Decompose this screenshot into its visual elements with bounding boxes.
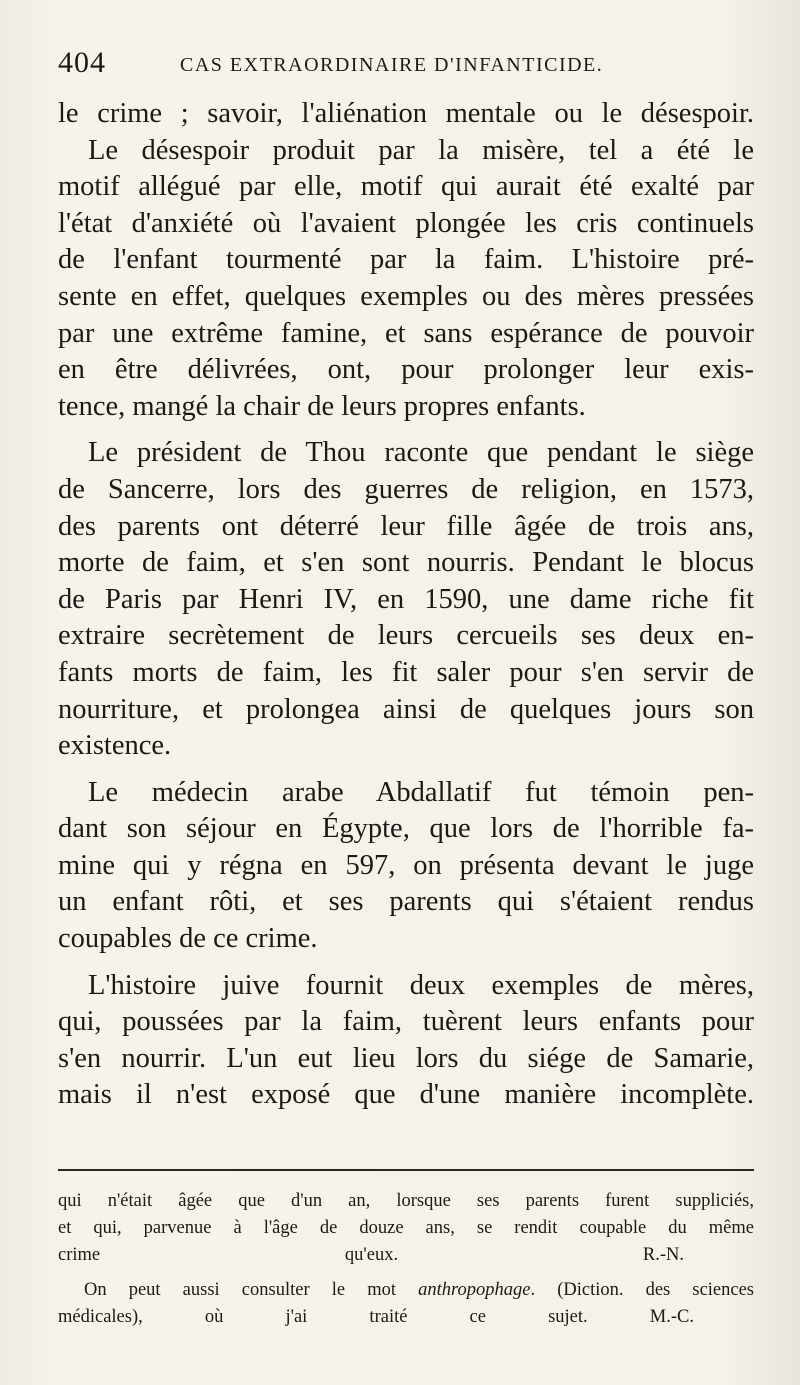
text-line: le crime ; savoir, l'aliénation mentale ou le désespoir. <box>58 98 754 129</box>
text-line: tence, mangé la chair de leurs propres enfants. <box>58 390 586 422</box>
text-line: en être délivrées, ont, pour prolonger leur exis- <box>58 354 754 386</box>
footnote-line <box>58 1277 754 1304</box>
text-line: Le désespoir produit par la misère, tel a été le <box>88 134 754 166</box>
footnote-text: On peut aussi consulter le mot <box>84 1280 419 1300</box>
text-line: des parents ont déterré leur fille âgée de trois ans, <box>58 510 754 542</box>
footnote-signature: M.-C. <box>649 1307 694 1327</box>
text-line: Le médecin arabe Abdallatif fut témoin pen- <box>88 776 754 808</box>
text-line: nourriture, et prolongea ainsi de quelques jours son <box>58 693 754 725</box>
footnote-line-with-signature <box>58 1242 754 1269</box>
page-number: 404 <box>58 46 106 79</box>
text-line: mine qui y régna en 597, on présenta devant le juge <box>58 849 754 881</box>
footnote-italic-term: anthropophage <box>418 1280 531 1300</box>
page-header <box>58 46 758 86</box>
footnote-text: . (Diction. des sciences <box>530 1280 755 1300</box>
text-line: existence. <box>58 730 172 762</box>
text-line: L'histoire juive fournit deux exemples de mères, <box>88 969 754 1001</box>
text-line: sente en effet, quelques exemples ou des mères pressées <box>58 280 754 312</box>
text-line: mais il n'est exposé que d'une manière incomplète. <box>58 1079 754 1111</box>
footnote-line: qui n'était âgée que d'un an, lorsque ses parents furent suppliciés, <box>58 1191 754 1211</box>
text-line: l'état d'anxiété où l'avaient plongée les cris continuels <box>58 207 754 239</box>
text-line: fants morts de faim, les fit saler pour s'en servir de <box>58 656 754 688</box>
main-text <box>58 96 754 1114</box>
footnote-text: médicales), où j'ai traité ce sujet. <box>58 1307 588 1327</box>
text-line: morte de faim, et s'en sont nourris. Pendant le blocus <box>58 547 754 579</box>
footnote-text: crime qu'eux. <box>58 1245 399 1265</box>
text-line: par une extrême famine, et sans espérance de pouvoir <box>58 317 754 349</box>
footnote-signature: R.-N. <box>642 1245 684 1265</box>
text-line: un enfant rôti, et ses parents qui s'étaient rendus <box>58 886 754 918</box>
running-title: CAS EXTRAORDINAIRE D'INFANTICIDE. <box>180 54 604 76</box>
footnotes <box>58 1188 754 1331</box>
text-line: de Sancerre, lors des guerres de religion, en 1573, <box>58 473 754 505</box>
text-line: de Paris par Henri IV, en 1590, une dame riche fit <box>58 583 754 615</box>
text-line: motif allégué par elle, motif qui aurait été exalté par <box>58 171 754 203</box>
text-line: dant son séjour en Égypte, que lors de l'horrible fa- <box>58 813 754 845</box>
text-line: s'en nourrir. L'un eut lieu lors du siége de Samarie, <box>58 1042 754 1074</box>
text-line: Le président de Thou raconte que pendant le siège <box>88 437 754 469</box>
footnote-line-with-signature <box>58 1304 754 1331</box>
text-line: extraire secrètement de leurs cercueils ses deux en- <box>58 620 754 652</box>
text-line: qui, poussées par la faim, tuèrent leurs enfants pour <box>58 1006 754 1038</box>
text-line: de l'enfant tourmenté par la faim. L'histoire pré- <box>58 244 754 276</box>
footnote-rule <box>58 1169 754 1171</box>
footnote-line: et qui, parvenue à l'âge de douze ans, se rendit coupable du même <box>58 1218 754 1238</box>
text-line: coupables de ce crime. <box>58 923 318 955</box>
